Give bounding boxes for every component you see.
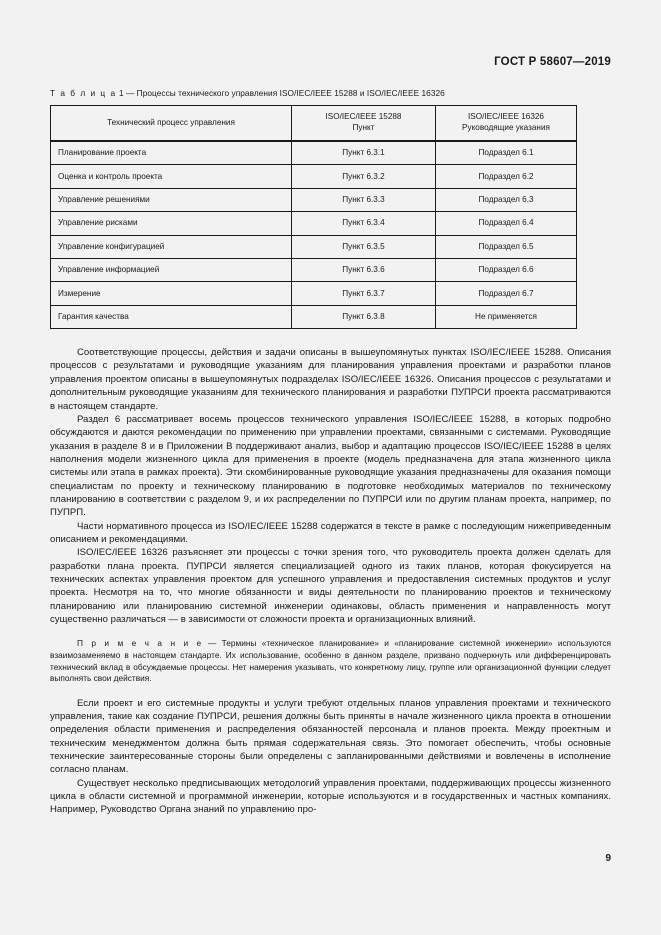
table-body <box>51 141 577 329</box>
cell-process: Планирование проекта <box>51 141 292 165</box>
paragraph-5: Если проект и его системные продукты и услуги требуют отдельных планов управления проектами и технического управления, такие как создание ПУПРСИ, решения должны быть приняты в начале жизненного цикла проекта в отношении определения области применения и распределения обязанностей персонала и планов проекта. Между проектным и техническим менеджментом должна быть прямая содержательная связь. Это помогает обеспечить, чтобы основные технические заинтересованные стороны были определены с запланированными действиями и вовлечены в исполнение согласно планам. <box>50 697 611 776</box>
cell-process: Оценка и контроль проекта <box>51 165 292 188</box>
cell-process: Управление конфигурацией <box>51 235 292 258</box>
table-head <box>51 106 577 142</box>
cell-clause: Пункт 6.3.1 <box>292 141 436 165</box>
table-caption <box>50 88 611 98</box>
cell-process: Гарантия качества <box>51 305 292 328</box>
table-row <box>51 141 577 165</box>
table-row <box>51 212 577 235</box>
column-header-16326-sub: Руководящие указания <box>462 123 550 132</box>
column-header-15288-standard: ISO/IEC/IEEE 15288 <box>325 112 402 122</box>
note-text: — Термины «техническое планирование» и «планирование системной инженерии» используются взаимозаменяемо в настоящем стандарте. Их использование, особенно в данном разделе, призвано подчеркнуть или дифференцировать технический вклад в обсуждаемые процессы. Нет намерения указывать, что конкретному лицу, группе или организационной функции следует выполнять свои действия. <box>50 638 611 684</box>
table-row <box>51 305 577 328</box>
paragraph-4: ISO/IEC/IEEE 16326 разъясняет эти процессы с точки зрения того, что руководитель проекта должен сделать для разработки плана проекта. ПУПРСИ является специализацией одного из таких планов, которая фокусируется на технических аспектах управления проектом для успешного управления и предоставления системных продуктов и услуг проекта. Несмотря на то, что многие обязанности и виды деятельности по планированию проектов и техническому планированию или планированию системной инженерии одинаковы, область применения и направленность могут существенно различаться — в зависимости от сложности проекта и организационных влияний. <box>50 547 611 625</box>
cell-clause: Пункт 6.3.2 <box>292 165 436 188</box>
table-caption-label: Т а б л и ц а <box>50 88 117 98</box>
cell-clause: Пункт 6.3.8 <box>292 305 436 328</box>
table-header-row <box>51 106 577 142</box>
cell-clause: Пункт 6.3.4 <box>292 212 436 235</box>
page-content <box>50 88 611 817</box>
table-row <box>51 258 577 281</box>
cell-clause: Пункт 6.3.6 <box>292 258 436 281</box>
cell-clause: Пункт 6.3.7 <box>292 282 436 305</box>
column-header-process: Технический процесс управления <box>51 106 292 142</box>
note-paragraph <box>50 638 611 684</box>
page-number: 9 <box>605 853 611 864</box>
cell-guidance: Подраздел 6.1 <box>436 141 577 165</box>
table-caption-text: 1 — Процессы технического управления ISO/IEC/IEEE 15288 и ISO/IEC/IEEE 16326 <box>116 88 445 98</box>
paragraph-3: Части нормативного процесса из ISO/IEC/IEEE 15288 содержатся в тексте в рамке с последующим нижеприведенным описанием и рекомендациями. <box>50 520 611 545</box>
table-row <box>51 165 577 188</box>
column-header-16326 <box>436 106 577 142</box>
cell-guidance: Подраздел 6.7 <box>436 282 577 305</box>
cell-process: Управление решениями <box>51 188 292 211</box>
cell-clause: Пункт 6.3.5 <box>292 235 436 258</box>
cell-process: Управление рисками <box>51 212 292 235</box>
table-row <box>51 235 577 258</box>
cell-guidance: Подраздел 6.3 <box>436 188 577 211</box>
cell-guidance: Подраздел 6.6 <box>436 258 577 281</box>
cell-guidance: Подраздел 6.2 <box>436 165 577 188</box>
cell-guidance: Не применяется <box>436 305 577 328</box>
paragraph-2: Раздел 6 рассматривает восемь процессов технического управления ISO/IEC/IEEE 15288, в которых подробно обсуждаются и даются рекомендации по применению при управлении проектами, связанными с системами. Руководящие указания в разделе 8 и в Приложении В поддерживают анализ, выбор и адаптацию процессов ISO/IEC/IEEE 15288 в целях наполнения модели жизненного цикла для применения в проекте (модель предназначена для этапа жизненного цикла системы или этапа в рамках проекта). Эти скомбинированные руководящие указания предназначены для оказания помощи специалистам по проекту и техническому планированию в подготовке необходимых материалов по техническому планированию в соответствии с разделом 9, и их распределении по ПУПРСИ или по другим планам проекта, например, по ПУПРП. <box>50 413 611 519</box>
table-row <box>51 188 577 211</box>
technical-management-processes-table <box>50 105 577 329</box>
note-label: П р и м е ч а н и е <box>77 638 203 649</box>
cell-process: Управление информацией <box>51 258 292 281</box>
cell-process: Измерение <box>51 282 292 305</box>
cell-guidance: Подраздел 6.4 <box>436 212 577 235</box>
column-header-15288 <box>292 106 436 142</box>
column-header-15288-sub: Пункт <box>352 123 375 132</box>
paragraph-1: Соответствующие процессы, действия и задачи описаны в вышеупомянутых пунктах ISO/IEC/IEEE 15288. Описания процессов с результатами и руководящие указаниям для планирования управления проектами и разработки планов управления проектом описаны в вышеупомянутых подразделах ISO/IEC/IEEE 16326. Описания процессов с результатами и дополнительным руководящие указаниям для технического планирования и разработки ПУПРСИ проекта рассматриваются в настоящем стандарте. <box>50 347 611 412</box>
table-row <box>51 282 577 305</box>
cell-guidance: Подраздел 6.5 <box>436 235 577 258</box>
standard-header: ГОСТ Р 58607—2019 <box>494 56 611 68</box>
column-header-16326-standard: ISO/IEC/IEEE 16326 <box>467 112 544 122</box>
paragraph-6: Существует несколько предписывающих методологий управления проектами, поддерживающих процессы жизненного цикла в области системной и программной инженерии, которые используются и в государственных и частных компаниях. Например, Руководство Органа знаний по управлению про- <box>50 777 611 816</box>
cell-clause: Пункт 6.3.3 <box>292 188 436 211</box>
